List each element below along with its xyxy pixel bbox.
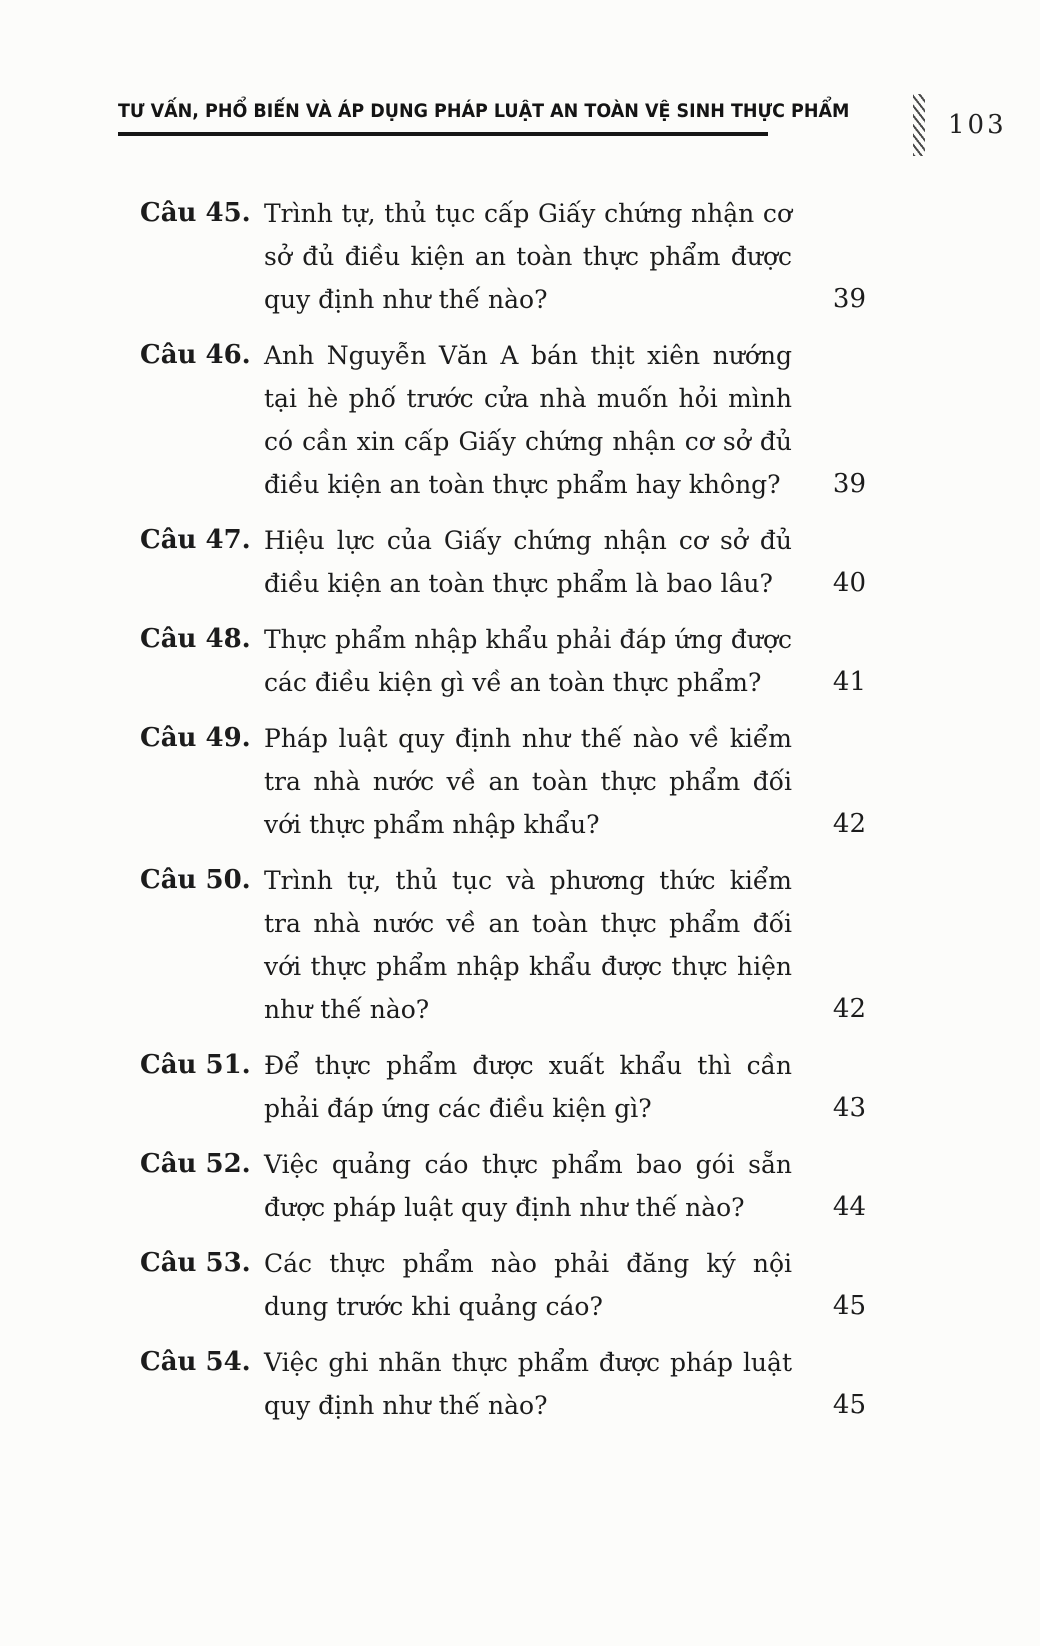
toc-entry-text: Việc ghi nhãn thực phẩm được pháp luật quy định như thế nào? bbox=[264, 1348, 792, 1420]
toc-entry bbox=[140, 1143, 866, 1229]
toc-entry-label: Câu 48. bbox=[140, 624, 251, 654]
toc-entry-text: Thực phẩm nhập khẩu phải đáp ứng được các điều kiện gì về an toàn thực phẩm? bbox=[264, 625, 792, 697]
page-number: 103 bbox=[948, 110, 1007, 140]
toc-entry-label: Câu 46. bbox=[140, 340, 251, 370]
toc-entry-label: Câu 50. bbox=[140, 865, 251, 895]
toc-entry-page: 43 bbox=[832, 1093, 866, 1123]
toc-entry-page: 45 bbox=[832, 1291, 866, 1321]
toc-entry-text: Pháp luật quy định như thế nào về kiểm tra nhà nước về an toàn thực phẩm đối với thực phẩm nhập khẩu? bbox=[264, 724, 792, 839]
toc-entry-label: Câu 54. bbox=[140, 1347, 251, 1377]
toc-entry bbox=[140, 1242, 866, 1328]
toc-entry-page: 41 bbox=[832, 667, 866, 697]
toc-entry-page: 45 bbox=[832, 1390, 866, 1420]
toc-entry-page: 44 bbox=[832, 1192, 866, 1222]
toc-entry-text: Trình tự, thủ tục cấp Giấy chứng nhận cơ sở đủ điều kiện an toàn thực phẩm được quy định như thế nào? bbox=[264, 199, 792, 314]
toc-entry-page: 42 bbox=[832, 809, 866, 839]
toc-entry-label: Câu 47. bbox=[140, 525, 251, 555]
toc-entry-label: Câu 53. bbox=[140, 1248, 251, 1278]
page-header bbox=[118, 100, 1040, 170]
toc-entry-label: Câu 45. bbox=[140, 198, 251, 228]
toc-list bbox=[140, 192, 866, 1440]
toc-entry bbox=[140, 717, 866, 846]
toc-entry bbox=[140, 618, 866, 704]
toc-entry-text: Việc quảng cáo thực phẩm bao gói sẵn được pháp luật quy định như thế nào? bbox=[264, 1150, 792, 1222]
toc-entry-page: 39 bbox=[832, 469, 866, 499]
toc-entry-text: Các thực phẩm nào phải đăng ký nội dung trước khi quảng cáo? bbox=[264, 1249, 792, 1321]
toc-entry-page: 39 bbox=[832, 284, 866, 314]
toc-entry bbox=[140, 334, 866, 506]
toc-entry-label: Câu 51. bbox=[140, 1050, 251, 1080]
toc-entry-page: 42 bbox=[832, 994, 866, 1024]
toc-entry-label: Câu 49. bbox=[140, 723, 251, 753]
header-title: TƯ VẤN, PHỔ BIẾN VÀ ÁP DỤNG PHÁP LUẬT AN TOÀN VỆ SINH THỰC PHẨM bbox=[118, 100, 850, 122]
toc-entry-page: 40 bbox=[832, 568, 866, 598]
toc-entry-label: Câu 52. bbox=[140, 1149, 251, 1179]
toc-entry bbox=[140, 192, 866, 321]
toc-entry-text: Hiệu lực của Giấy chứng nhận cơ sở đủ điều kiện an toàn thực phẩm là bao lâu? bbox=[264, 526, 792, 598]
toc-entry-text: Anh Nguyễn Văn A bán thịt xiên nướng tại hè phố trước cửa nhà muốn hỏi mình có cần xin cấp Giấy chứng nhận cơ sở đủ điều kiện an toàn thực phẩm hay không? bbox=[264, 341, 792, 499]
toc-entry-text: Để thực phẩm được xuất khẩu thì cần phải đáp ứng các điều kiện gì? bbox=[264, 1051, 792, 1123]
toc-entry bbox=[140, 859, 866, 1031]
toc-entry-text: Trình tự, thủ tục và phương thức kiểm tra nhà nước về an toàn thực phẩm đối với thực phẩm nhập khẩu được thực hiện như thế nào? bbox=[264, 866, 792, 1024]
toc-entry bbox=[140, 1044, 866, 1130]
header-rule bbox=[118, 100, 850, 136]
toc-entry bbox=[140, 1341, 866, 1427]
hatch-mark bbox=[913, 94, 925, 156]
toc-entry bbox=[140, 519, 866, 605]
